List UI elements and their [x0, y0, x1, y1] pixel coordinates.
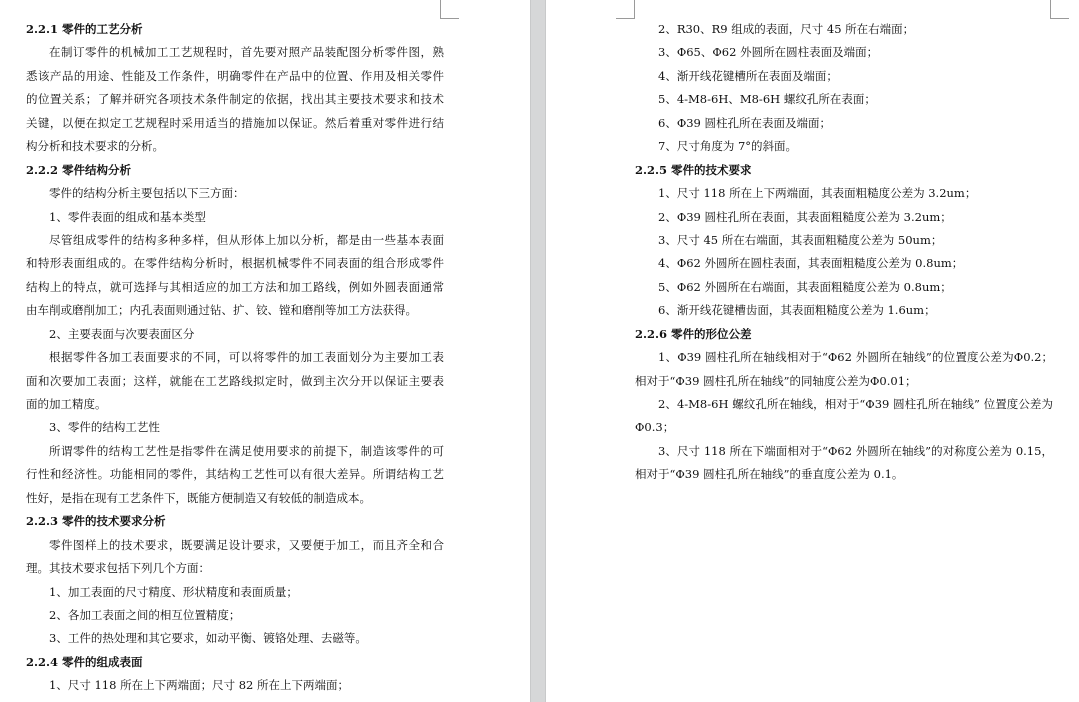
text-line: 5、4-M8-6H、M8-6H 螺纹孔所在表面；	[658, 92, 876, 107]
page-gutter	[530, 0, 546, 702]
text-line: 3、Φ65、Φ62 外圆所在圆柱表面及端面；	[658, 45, 879, 60]
text-line: 1、零件表面的组成和基本类型	[49, 209, 206, 224]
text-line: 构分析和技术要求的分析。	[26, 139, 164, 154]
text-line: 2、4-M8-6H 螺纹孔所在轴线，相对于“Φ39 圆柱孔所在轴线” 位置度公差为	[658, 397, 1053, 411]
section-heading: 2.2.5 零件的技术要求	[635, 162, 752, 177]
text-line: 2、各加工表面之间的相互位置精度；	[49, 607, 241, 622]
text-line: 4、Φ62 外圆所在圆柱表面，其表面粗糙度公差为 0.8um；	[658, 256, 964, 271]
crop-mark-top-left	[616, 0, 635, 19]
text-line: 根据零件各加工表面要求的不同，可以将零件的加工表面划分为主要加工表	[49, 350, 444, 365]
text-line: 3、尺寸 118 所在下端面相对于“Φ62 外圆所在轴线”的对称度公差为 0.15，	[658, 443, 1053, 458]
text-line: 面的加工精度。	[26, 397, 107, 411]
text-line: 相对于“Φ39 圆柱孔所在轴线”的同轴度公差为Φ0.01；	[635, 373, 917, 388]
crop-mark-top-right	[440, 0, 459, 19]
text-line: 6、Φ39 圆柱孔所在表面及端面；	[658, 115, 832, 130]
document-page-right	[546, 0, 1079, 702]
section-heading: 2.2.1 零件的工艺分析	[26, 22, 143, 36]
text-line: 1、Φ39 圆柱孔所在轴线相对于“Φ62 外圆所在轴线”的位置度公差为Φ0.2；	[658, 350, 1053, 365]
text-line: 4、渐开线花键槽所在表面及端面；	[658, 68, 838, 83]
text-line: 1、加工表面的尺寸精度、形状精度和表面质量；	[49, 584, 298, 599]
text-line: Φ0.3；	[635, 420, 675, 435]
text-line: 悉该产品的用途、性能及工作条件，明确零件在产品中的位置、作用及相关零件	[26, 68, 444, 83]
text-line: 1、尺寸 118 所在上下两端面；尺寸 82 所在上下两端面；	[49, 678, 350, 693]
page-text-right	[635, 18, 1053, 487]
text-line: 在制订零件的机械加工工艺规程时，首先要对照产品装配图分析零件图，熟	[49, 45, 444, 60]
text-line: 2、Φ39 圆柱孔所在表面，其表面粗糙度公差为 3.2um；	[658, 209, 952, 224]
text-line: 所谓零件的结构工艺性是指零件在满足使用要求的前提下，制造该零件的可	[49, 443, 444, 458]
text-line: 的位置关系；了解并研究各项技术条件制定的依据，找出其主要技术要求和技术	[26, 92, 444, 107]
section-heading: 2.2.4 零件的组成表面	[26, 654, 143, 669]
page-text-left	[26, 18, 444, 698]
text-line: 理。其技术要求包括下列几个方面：	[26, 561, 210, 576]
text-line: 3、尺寸 45 所在右端面，其表面粗糙度公差为 50um；	[658, 232, 943, 247]
text-line: 7、尺寸角度为 7°的斜面。	[658, 139, 798, 154]
text-line: 2、R30、R9 组成的表面，尺寸 45 所在右端面；	[658, 22, 915, 36]
text-line: 关键，以便在拟定工艺规程时采用适当的措施加以保证。然后着重对零件进行结	[26, 115, 444, 130]
text-line: 行性和经济性。功能相同的零件，其结构工艺性可以有很大差异。所谓结构工艺	[26, 467, 444, 482]
text-line: 6、渐开线花键槽齿面，其表面粗糙度公差为 1.6um；	[658, 303, 936, 318]
section-heading: 2.2.3 零件的技术要求分析	[26, 514, 166, 529]
text-line: 由车削或磨削加工；内孔表面则通过钻、扩、铰、镗和磨削等加工方法获得。	[26, 303, 417, 318]
section-heading: 2.2.6 零件的形位公差	[635, 326, 752, 341]
text-line: 零件图样上的技术要求，既要满足设计要求，又要便于加工，而且齐全和合	[49, 537, 444, 552]
text-line: 1、尺寸 118 所在上下两端面，其表面粗糙度公差为 3.2um；	[658, 186, 977, 201]
text-line: 结构上的特点，就可选择与其相适应的加工方法和加工路线，例如外圆表面通常	[26, 279, 444, 294]
document-page-left	[0, 0, 530, 702]
text-line: 面和次要加工表面；这样，就能在工艺路线拟定时，做到主次分开以保证主要表	[26, 373, 444, 388]
text-line: 5、Φ62 外圆所在右端面，其表面粗糙度公差为 0.8um；	[658, 279, 952, 294]
text-line: 和特形表面组成的。在零件结构分析时，根据机械零件不同表面的组合形成零件	[26, 256, 444, 271]
text-line: 3、工件的热处理和其它要求，如动平衡、镀铬处理、去磁等。	[49, 631, 367, 646]
text-line: 相对于“Φ39 圆柱孔所在轴线”的垂直度公差为 0.1。	[635, 467, 904, 482]
text-line: 尽管组成零件的结构多种多样，但从形体上加以分析，都是由一些基本表面	[49, 232, 444, 247]
text-line: 性好，是指在现有工艺条件下，既能方便制造又有较低的制造成本。	[26, 490, 371, 505]
text-line: 零件的结构分析主要包括以下三方面：	[49, 186, 245, 201]
text-line: 2、主要表面与次要表面区分	[49, 326, 195, 341]
crop-mark-top-right	[1050, 0, 1069, 19]
text-line: 3、零件的结构工艺性	[49, 420, 160, 435]
section-heading: 2.2.2 零件结构分析	[26, 162, 132, 177]
